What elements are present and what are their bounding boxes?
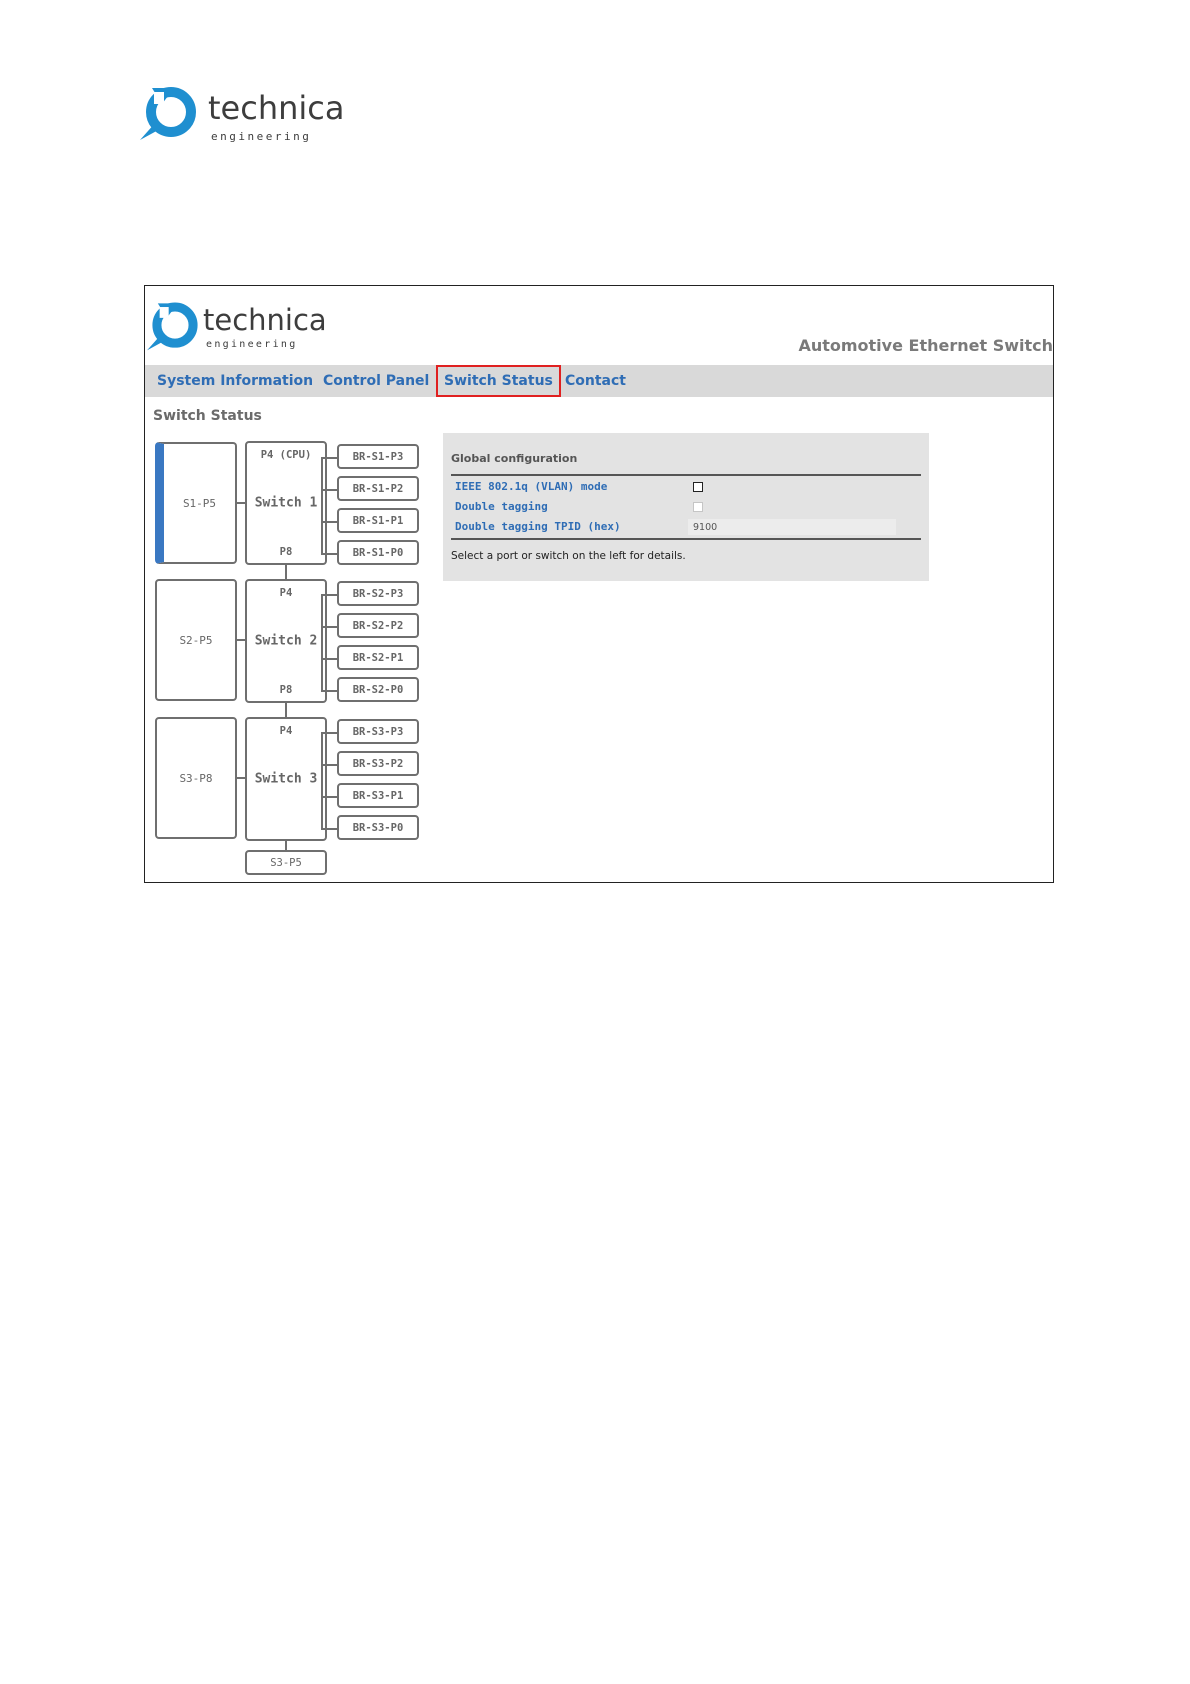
nav-control-panel[interactable]: Control Panel [323, 373, 430, 389]
switch-2-label: Switch 2 [254, 633, 318, 649]
logo-subtitle: engineering [211, 130, 312, 143]
br-port-s2-p3[interactable]: BR-S2-P3 [337, 581, 419, 606]
connector-line [285, 565, 287, 579]
technica-logo [140, 82, 345, 146]
connector-line [321, 796, 337, 798]
switch-2[interactable] [245, 579, 327, 703]
config-hint: Select a port or switch on the left for details. [451, 550, 686, 562]
logo-wordmark: technica [208, 89, 345, 127]
br-port-s3-p2[interactable]: BR-S3-P2 [337, 751, 419, 776]
br-port-s1-p0[interactable]: BR-S1-P0 [337, 540, 419, 565]
app-logo-subtitle: engineering [206, 339, 298, 350]
connector-line [321, 658, 337, 660]
connector-line [321, 732, 337, 734]
connector-line [321, 594, 337, 596]
switch-1-label: Switch 1 [254, 495, 318, 511]
tpid-label: Double tagging TPID (hex) [455, 520, 621, 533]
br-port-s1-p3[interactable]: BR-S1-P3 [337, 444, 419, 469]
double-tagging-checkbox[interactable] [693, 502, 703, 512]
switch-3-label: Switch 3 [254, 771, 318, 787]
connector-line [321, 764, 337, 766]
switch-2-p4-port: P4 [279, 587, 293, 599]
br-port-s2-p0[interactable]: BR-S2-P0 [337, 677, 419, 702]
connector-line [321, 732, 323, 829]
nav-switch-status[interactable]: Switch Status [436, 365, 561, 397]
connector-line [285, 703, 287, 717]
connector-line [321, 690, 337, 692]
br-port-s1-p1[interactable]: BR-S1-P1 [337, 508, 419, 533]
tpid-input[interactable] [688, 519, 896, 535]
br-port-s3-p0[interactable]: BR-S3-P0 [337, 815, 419, 840]
app-screenshot [144, 285, 1054, 883]
config-row-tpid [451, 517, 921, 537]
vlan-mode-checkbox[interactable] [693, 482, 703, 492]
nav-contact[interactable]: Contact [565, 373, 626, 389]
divider [451, 538, 921, 540]
app-title: Automotive Ethernet Switch [798, 336, 1053, 355]
divider [451, 474, 921, 476]
technica-logo-mark-icon [147, 298, 203, 354]
br-port-s1-p2[interactable]: BR-S1-P2 [337, 476, 419, 501]
global-config-title: Global configuration [451, 452, 578, 465]
app-logo [147, 298, 327, 358]
connector-line [321, 457, 337, 459]
connector-line [321, 594, 323, 691]
config-row-vlan-mode [451, 477, 921, 497]
switch-2-p8-port: P8 [279, 684, 293, 696]
switch-1[interactable] [245, 441, 327, 565]
switch-1-p8-port: P8 [279, 546, 293, 558]
connector-line [321, 626, 337, 628]
vlan-mode-label: IEEE 802.1q (VLAN) mode [455, 480, 608, 493]
connector-line [321, 828, 337, 830]
double-tagging-label: Double tagging [455, 500, 548, 513]
port-s3-p8[interactable]: S3-P8 [155, 717, 237, 839]
technica-logo-mark-icon [140, 82, 202, 144]
section-title: Switch Status [153, 408, 262, 424]
br-port-s3-p1[interactable]: BR-S3-P1 [337, 783, 419, 808]
port-s1-p5[interactable]: S1-P5 [155, 442, 237, 564]
global-config-panel [443, 433, 929, 581]
connector-line [321, 521, 337, 523]
port-s2-p5[interactable]: S2-P5 [155, 579, 237, 701]
connector-line [321, 457, 323, 554]
switch-3[interactable] [245, 717, 327, 841]
switch-1-cpu-port: P4 (CPU) [260, 449, 312, 461]
br-port-s2-p1[interactable]: BR-S2-P1 [337, 645, 419, 670]
app-logo-wordmark: technica [203, 303, 327, 337]
br-port-s3-p3[interactable]: BR-S3-P3 [337, 719, 419, 744]
port-s3-p5[interactable]: S3-P5 [245, 850, 327, 875]
connector-line [321, 489, 337, 491]
switch-3-p4-port: P4 [279, 725, 293, 737]
br-port-s2-p2[interactable]: BR-S2-P2 [337, 613, 419, 638]
connector-line [321, 553, 337, 555]
nav-system-information[interactable]: System Information [157, 373, 314, 389]
config-row-double-tagging [451, 497, 921, 517]
main-nav [145, 365, 1053, 397]
